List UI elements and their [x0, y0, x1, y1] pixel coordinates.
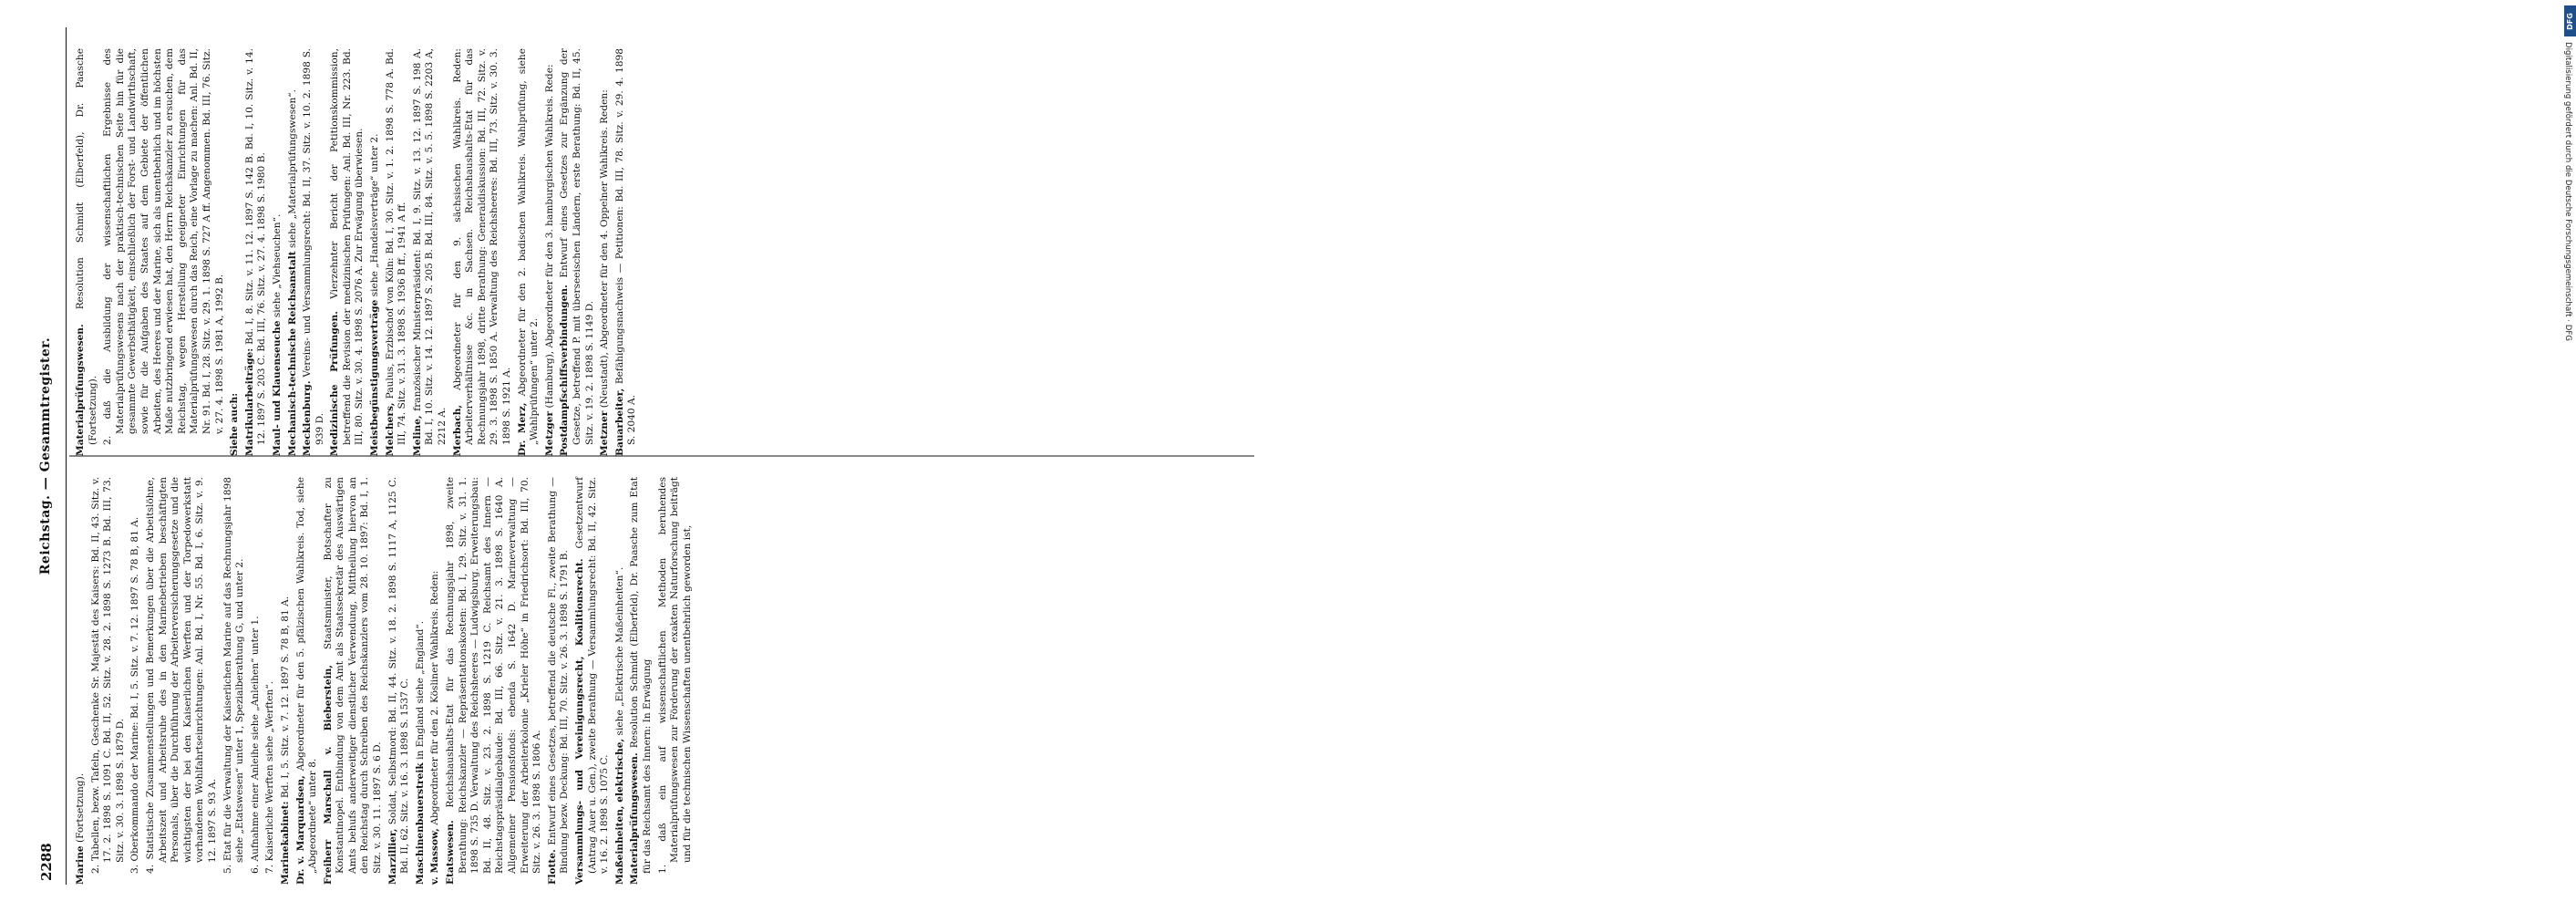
entry-text: siehe „Materialprüfungswesen“.	[286, 88, 298, 248]
register-entry	[329, 48, 366, 456]
register-entry	[90, 477, 128, 885]
register-entry	[629, 477, 654, 885]
entry-text: Abgeordneter für den 5. pfälzischen Wahlkreis. Tod, siehe „Abgeordnete“ unter 8.	[294, 477, 319, 874]
entry-text: Reichshaushalts-Etat für das Rechnungsjahr 1898, zweite Berathung: Reichskanzler — Repräsentationskosten: Bd. I, 29. Sitz. v. 31. 1. 1898 S. 735 D. Verwaltung des Reichsheeres — Ludwigsburg. Erweiterungsbau: Bd. II, 48. Sitz. v. 23. 2. 1898 S. 1219 C. Reichsamt des Innern — Reichstagspräsidialgebäude: Bd. III, 66. Sitz. v. 21. 3. 1898 S. 1640 A. Allgemeiner Pensionsfonds: ebenda S. 1642 D. Marineverwaltung — Erweiterung der Arbeiterkolonie „Krieler Höhe“ in Friedrichsort: Bd. III, 70. Sitz. v. 26. 3. 1898 S. 1806 A.	[445, 477, 543, 874]
register-entry	[129, 477, 142, 885]
entry-text: Paulus, Erzbischof von Köln: Bd. I, 30. Sitz. v. 1. 2. 1898 S. 778 A. Bd. III, 74. Sitz. v. 31. 3. 1898 S. 1936 B ff., 1941 A ff.	[384, 48, 408, 445]
entry-text: 4. Statistische Zusammenstellungen und Bemerkungen über die Arbeitslöhne, Arbeitszeit und Arbeitsruhe des in den Marinebetrieben beschäftigten Personals, über die Durchführung der Arbeiterversicherungsgesetze und die wichtigsten der bei den Kaiserlichen Werften und der Torpedowerkstatt vorhandenen Wohlfahrtseinrichtungen: Anl. Bd. I, Nr. 55. Bd. I, 6. Sitz. v. 9. 12. 1897 S. 93 A.	[144, 477, 218, 874]
entry-heading: Melchers,	[384, 402, 396, 456]
entry-text: französischer Ministerpräsident: Bd. I, 9. Sitz. v. 13. 12. 1897 S. 198 A. Bd. I, 10. Sitz. v. 14. 12. 1897 S. 205 B. Bd. III, 84. Sitz. v. 5. 5. 1898 S. 2203 A, 2212 A.	[411, 48, 448, 445]
entry-text: (Hamburg), Abgeordneter für den 3. hamburgischen Wahlkreis. Rede:	[543, 64, 555, 409]
entry-heading: Medizinische Prüfungen.	[329, 311, 341, 456]
entry-heading: Materialprüfungswesen.	[629, 752, 641, 885]
entry-text: 5. Etat für die Verwaltung der Kaiserlichen Marine auf das Rechnungsjahr 1898 siehe „Etatswesen“ unter 1, Spezialberathung G, und unter 2.	[222, 477, 246, 874]
entry-heading: v. Massow,	[429, 828, 441, 885]
entry-text: Entwurf eines Gesetzes zur Ergänzung der Gesetze, betreffend P. mit überseeischen Ländern, erste Berathung: Bd. II, 45. Sitz. v. 19. 2. 1898 S. 1149 D.	[559, 48, 595, 445]
entry-text: Gesetzentwurf (Antrag Auer u. Gen.), zweite Berathung — Versammlungsrecht: Bd. II, 42. Sitz. v. 16. 2. 1898 S. 1075 C.	[573, 477, 611, 874]
register-entry	[429, 477, 442, 885]
page-header	[27, 27, 67, 885]
entry-text: Befähigungsnachweis — Petitionen: Bd. III, 78. Sitz. v. 29. 4. 1898 S. 2040 A.	[613, 48, 638, 445]
register-entry	[599, 48, 612, 456]
register-entry	[102, 48, 226, 456]
right-column	[75, 48, 1260, 456]
entry-text: Resolution Schmidt (Elberfeld), Dr. Paasche zum Etat für das Reichsamt des Innern: In Erwägung	[629, 477, 653, 874]
entry-heading: Flotte.	[546, 849, 558, 885]
entry-text: siehe „Handelsverträge“ unter 2.	[369, 133, 381, 297]
entry-heading: Mechanisch-technische Reichsanstalt	[286, 251, 298, 456]
register-entry	[614, 48, 639, 456]
entry-heading: Siehe auch:	[229, 392, 241, 456]
entry-text: 2. Tabellen, bezw. Tafeln, Geschenke Sr. Majestät des Kaisers: Bd. II, 43. Sitz. v. 17. 2. 1898 S. 1091 C. Bd. II, 52. Sitz. v. 28. 2. 1898 S. 1273 B. Bd. III, 73. Sitz. v. 30. 3. 1898 S. 1879 D.	[89, 477, 126, 874]
entry-text: Resolution Schmidt (Elberfeld), Dr. Paasche (Fortsetzung).	[75, 48, 98, 445]
entry-text: Entwurf eines Gesetzes, betreffend die deutsche Fl., zweite Berathung — Bindung bezw. Deckung: Bd. III, 70. Sitz. v. 26. 3. 1898 S. 1791 B.	[546, 477, 571, 874]
entry-text: siehe „Viehseuchen“.	[271, 213, 283, 318]
register-entry	[287, 48, 300, 456]
digitization-strip	[1271, 0, 2575, 912]
entry-heading: Marzillier,	[386, 828, 398, 885]
register-entry	[445, 477, 544, 885]
entry-heading: Versammlungs- und Vereinigungsrecht, Koalitionsrecht.	[573, 558, 585, 885]
register-entry	[145, 477, 220, 885]
register-entry	[559, 48, 596, 456]
register-entry	[295, 477, 320, 885]
register-entry	[574, 477, 612, 885]
entry-heading: Etatswesen.	[445, 820, 457, 885]
register-entry	[614, 477, 627, 885]
register-entry	[222, 477, 247, 885]
entry-heading: Marinekabinet:	[279, 801, 291, 885]
entry-heading: Materialprüfungswesen.	[75, 324, 86, 456]
entry-heading: Marine	[75, 845, 86, 885]
register-entry	[415, 477, 428, 885]
register-entry	[264, 477, 277, 885]
entry-text: siehe „Elektrische Maßeinheiten“.	[613, 566, 625, 736]
dfg-logo-icon	[2564, 5, 2576, 36]
register-entry	[302, 48, 326, 456]
entry-heading: Maßeinheiten, elektrische,	[613, 738, 625, 885]
register-entry	[244, 48, 269, 456]
digitization-credit-text: Digitalisierung gefördert durch die Deutsche Forschungsgemeinschaft · DFG	[2563, 42, 2572, 341]
entry-heading: Dr. v. Marquardsen,	[294, 775, 306, 885]
entry-heading: Dr. Merz,	[516, 402, 528, 456]
left-column	[75, 477, 1260, 885]
register-entry	[229, 48, 242, 456]
register-entry	[250, 477, 263, 885]
entry-text: Staatsminister, Botschafter zu Konstantinopel. Entbindung von dem Amt als Staatssekretär des Auswärtigen Amts behufs anderweitiger dienstlicher Verwendung, Mittheilung hiervon an den Reichstag durch Schreiben des Reichskanzlers vom 28. 10. 1897: Bd. I, 1. Sitz. v. 30. 11. 1897 S. 6 D.	[322, 477, 384, 874]
entry-heading: Meistbegünstigungsverträge	[369, 299, 381, 456]
entry-heading: Postdampfschiffsverbindungen.	[559, 285, 571, 456]
page-number: 2288	[38, 843, 55, 881]
entry-heading: Metzger	[543, 410, 555, 456]
entry-heading: Bauarbeiter,	[613, 388, 625, 456]
dfg-badge-text: DFG	[2566, 12, 2575, 30]
entry-text: Abgeordneter für den 2. badischen Wahlkreis. Wahlprüfung, siehe „Wahlprüfungen“ unter 2.	[516, 48, 541, 445]
register-entry	[452, 48, 514, 456]
entry-heading: Mecklenburg.	[302, 380, 314, 456]
register-entry	[280, 477, 293, 885]
register-entry	[547, 477, 572, 885]
register-entry	[387, 477, 412, 885]
entry-text: Abgeordneter für den 2. Kösliner Wahlkreis. Reden:	[429, 570, 441, 825]
entry-text: Vierzehnter Bericht der Petitionskommission, betreffend die Revision der medizinischen Prüfungen: Anl. Bd. III, Nr. 223. Bd. III, 80. Sitz. v. 30. 4. 1898 S. 2076 A. Zur Erwägung überwiesen.	[329, 48, 366, 445]
entry-text: Soldat, Selbstmord: Bd. II, 44. Sitz. v. 18. 2. 1898 S. 1117 A, 1125 C. Bd. II, 62. Sitz. v. 16. 3. 1898 S. 1537 C.	[386, 476, 411, 874]
entry-text: Bd. I, 8. Sitz. v. 11. 12. 1897 S. 142 B. Bd. I, 10. Sitz. v. 14. 12. 1897 S. 203 C. Bd. III, 76. Sitz. v. 27. 4. 1898 S. 1980 B.	[243, 48, 268, 445]
entry-heading: Maul- und Klauenseuche	[271, 320, 283, 456]
entry-text: 7. Kaiserliche Werften siehe „Werften“.	[264, 680, 276, 874]
entry-text: Abgeordneter für den 9. sächsischen Wahlkreis. Reden: Arbeiterverhältnisse &c. in Sachsen. Reichshaushalts-Etat für das Rechnungsjahr 1898, dritte Berathung: Generaldiskussion: Bd. III, 72. Sitz. v. 29. 3. 1898 S. 1850 A. Verwaltung des Reichsheeres: Bd. III, 73. Sitz. v. 30. 3. 1898 S. 1921 A.	[451, 48, 512, 445]
register-entry	[412, 48, 449, 456]
register-entry	[75, 477, 88, 885]
entry-text: (Fortsetzung).	[75, 772, 86, 843]
entry-text: (Neustadt), Abgeordneter für den 4. Oppelner Wahlkreis. Reden:	[599, 89, 611, 409]
entry-heading: Meline,	[411, 415, 423, 456]
rotated-register-page	[27, 27, 1267, 885]
entry-text: 3. Oberkommando der Marine: Bd. I, 5. Sitz. v. 7. 12. 1897 S. 78 B, 81 A.	[129, 516, 141, 874]
register-entry	[544, 48, 557, 456]
register-entry	[385, 48, 409, 456]
register-entry	[75, 48, 99, 456]
running-title: Reichstag. — Gesammtregister.	[38, 337, 53, 575]
register-entry	[323, 477, 385, 885]
entry-heading: Freiherr Marschall v. Bieberstein,	[322, 664, 334, 885]
entry-heading: Merbach,	[451, 404, 463, 456]
register-entry	[657, 477, 695, 885]
entry-text: Vereins- und Versammlungsrecht: Bd. II, 37. Sitz. v. 10. 2. 1898 S. 939 D.	[302, 47, 325, 445]
entry-text: 6. Aufnahme einer Anleihe siehe „Anleihen“ unter 1.	[249, 616, 261, 874]
register-entry	[517, 48, 541, 456]
entry-heading: Metzner	[599, 410, 611, 456]
entry-heading: Maschinenbauerstreik	[414, 762, 426, 885]
entry-heading: Matrikularbeiträge:	[243, 347, 255, 456]
entry-text: 2. daß die Ausbildung der wissenschaftlichen Ergebnisse des Materialprüfungswesens nach der praktisch-technischen Seite hin für die gesammte Gewerbsthätigkeit, einschließlich der Forst- und Landwirthschaft, sowie für die Aufgaben des Staates auf dem Gebiete der öffentlichen Arbeiten, des Heeres und der Marine, sich als unentbehrlich und im höchsten Maße nutzbringend erwiesen hat, den Herrn Reichskanzler zu ersuchen, dem Reichstag, wegen Herstellung geeigneter Einrichtungen für das Materialprüfungswesen durch das Reich, eine Vorlage zu machen: Anl. Bd. II, Nr. 91. Bd. I, 28. Sitz. v. 29. 1. 1898 S. 727 A ff. Angenommen. Bd. III, 76. Sitz. v. 27. 4. 1898 S. 1981 A, 1992 B.	[102, 48, 225, 445]
entry-text: 1. daß ein auf wissenschaftlichen Methoden beruhendes Materialprüfungswesen zur Förderung der exakten Naturforschung beiträgt und für die technischen Wissenschaften unentbehrlich geworden ist,	[656, 477, 693, 874]
entry-text: Bd. I, 5. Sitz. v. 7. 12. 1897 S. 78 B, 81 A.	[279, 596, 291, 799]
register-entry	[272, 48, 284, 456]
register-entry	[369, 48, 382, 456]
entry-text: in England siehe „England“.	[414, 620, 426, 760]
